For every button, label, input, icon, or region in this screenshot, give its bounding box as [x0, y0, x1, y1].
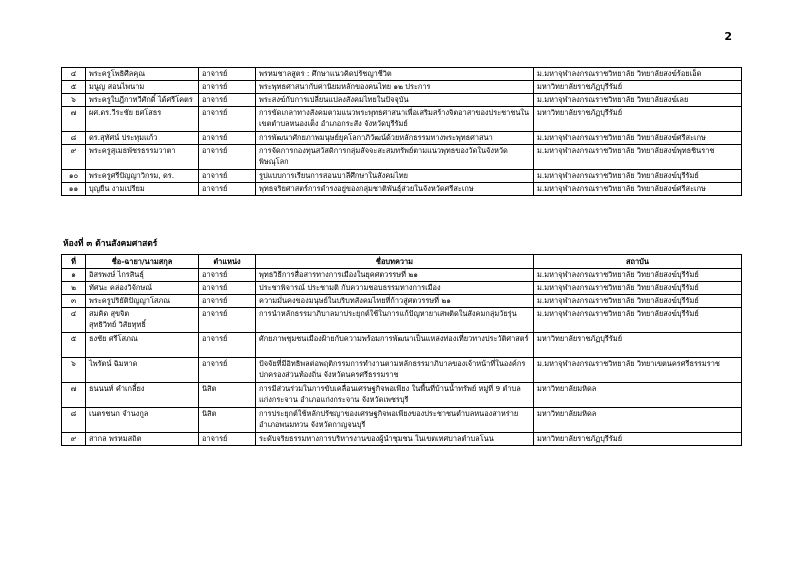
- cell-position: นิสิต: [199, 383, 256, 408]
- cell-institution: ม.มหาจุฬาลงกรณราชวิทยาลัย วิทยาลัยสงฆ์บุรีรัมย์: [534, 269, 742, 282]
- cell-name: บุญยืน งามเปรียม: [86, 183, 199, 196]
- cell-position: อาจารย์: [199, 308, 256, 333]
- cell-name: เนตรชนก จำนงกูล: [86, 408, 199, 433]
- cell-position: อาจารย์: [199, 183, 256, 196]
- cell-name: ธนนนท์ คำเกลี้ยง: [86, 383, 199, 408]
- header-institution: สถาบัน: [534, 255, 742, 269]
- cell-num: ๒: [62, 282, 86, 295]
- cell-title: รูปแบบการเรียนการสอนบาลีศึกษาในสังคมไทย: [256, 170, 534, 183]
- cell-name: ทัศนะ คล่องวิจักษณ์: [86, 282, 199, 295]
- cell-institution: ม.มหาจุฬาลงกรณราชวิทยาลัย วิทยาลัยสงฆ์ร้อยเอ็ด: [534, 68, 742, 81]
- cell-num: ๑๑: [62, 183, 86, 196]
- table-row: [62, 94, 742, 107]
- cell-position: อาจารย์: [199, 145, 256, 170]
- cell-title: การขัดเกลาทางสังคมตามแนวพระพุทธศาสนาเพื่อเสริมสร้างจิตอาสาของประชาชนในเขตตำบลหนองเต็ง อำเภอกระสัง จังหวัดบุรีรัมย์: [256, 107, 534, 132]
- cell-institution: ม.มหาจุฬาลงกรณราชวิทยาลัย วิทยาลัยสงฆ์พุทธชินราช: [534, 145, 742, 170]
- cell-institution: ม.มหาจุฬาลงกรณราชวิทยาลัย วิทยาลัยสงฆ์บุรีรัมย์: [534, 282, 742, 295]
- cell-title: ศักยภาพชุมชนเมืองฝ้ายกับความพร้อมการพัฒนาเป็นแหล่งท่องเที่ยวทางประวัติศาสตร์: [256, 333, 534, 358]
- cell-institution: ม.มหาจุฬาลงกรณราชวิทยาลัย วิทยาเขตนครศรีธรรมราช: [534, 358, 742, 383]
- cell-title: ปัจจัยที่มีอิทธิพลต่อพฤติกรรมการทำงานตามหลักธรรมาภิบาลของเจ้าหน้าที่ในองค์กรปกครองส่วนท้องถิ่น จังหวัดนครศรีธรรมราช: [256, 358, 534, 383]
- cell-name: สมคิด สุขจิต สุทธิวิทย์ วิสัยทุทธิ์: [86, 308, 199, 333]
- table-row: [62, 295, 742, 308]
- section-heading: ห้องที่ ๓ ด้านสังคมศาสตร์: [63, 239, 158, 249]
- table-row: [62, 81, 742, 94]
- cell-name: ดร.สุทัศน์ ประทุมแก้ว: [86, 132, 199, 145]
- cell-institution: มหาวิทยาลัยราชภัฏบุรีรัมย์: [534, 333, 742, 358]
- table-row: [62, 68, 742, 81]
- table-row: [62, 333, 742, 358]
- cell-position: อาจารย์: [199, 170, 256, 183]
- cell-num: ๙: [62, 433, 86, 446]
- cell-position: อาจารย์: [199, 81, 256, 94]
- cell-institution: ม.มหาจุฬาลงกรณราชวิทยาลัย วิทยาลัยสงฆ์เลย: [534, 94, 742, 107]
- cell-num: ๘: [62, 132, 86, 145]
- cell-position: อาจารย์: [199, 333, 256, 358]
- cell-position: อาจารย์: [199, 282, 256, 295]
- cell-title: การนำหลักธรรมาภิบาลมาประยุกต์ใช้ในการแก้ปัญหายาเสพติดในสังคมกลุ่มวัยรุ่น: [256, 308, 534, 333]
- header-title: ชื่อบทความ: [256, 255, 534, 269]
- table-row: [62, 183, 742, 196]
- header-position: ตำแหน่ง: [199, 255, 256, 269]
- cell-num: ๖: [62, 94, 86, 107]
- cell-name: สากล พรหมสถิต: [86, 433, 199, 446]
- table-row: [62, 132, 742, 145]
- cell-position: อาจารย์: [199, 68, 256, 81]
- cell-position: อาจารย์: [199, 94, 256, 107]
- cell-name: มนูญ สอนไพนาม: [86, 81, 199, 94]
- cell-num: ๕: [62, 81, 86, 94]
- cell-name: อิสรพงษ์ ไกรสินธุ์: [86, 269, 199, 282]
- social-science-table: [61, 254, 742, 446]
- table-row: [62, 170, 742, 183]
- cell-num: ๘: [62, 408, 86, 433]
- cell-position: อาจารย์: [199, 269, 256, 282]
- cell-num: ๔: [62, 308, 86, 333]
- table-row: [62, 282, 742, 295]
- cell-name: พระครูปริยัติปัญญาโสภณ: [86, 295, 199, 308]
- cell-institution: มหาวิทยาลัยมหิดล: [534, 383, 742, 408]
- table-header-row: [62, 255, 742, 269]
- cell-name: พระครูใบฎีกาทวีศักดิ์ ได้ศรีโคตร: [86, 94, 199, 107]
- cell-position: นิสิต: [199, 408, 256, 433]
- header-name: ชื่อ-ฉายา/นามสกุล: [86, 255, 199, 269]
- cell-position: อาจารย์: [199, 107, 256, 132]
- cell-institution: มหาวิทยาลัยราชภัฏบุรีรัมย์: [534, 81, 742, 94]
- table-row: [62, 433, 742, 446]
- cell-title: ความมั่นคงของมนุษย์ในบริบทสังคมไทยที่ก้าวสู่ศตวรรษที่ ๒๑: [256, 295, 534, 308]
- cell-num: ๗: [62, 107, 86, 132]
- cell-institution: มหาวิทยาลัยมหิดล: [534, 408, 742, 433]
- cell-position: อาจารย์: [199, 433, 256, 446]
- cell-title: ประชาพิจารณ์ ประชามติ กับความชอบธรรมทางการเมือง: [256, 282, 534, 295]
- cell-num: ๗: [62, 383, 86, 408]
- cell-title: ระดับจริยธรรมทางการบริหารงานของผู้นำชุมชน ในเขตเทศบาลตำบลโนน: [256, 433, 534, 446]
- cell-name: ไพรัตน์ ฉิมหาด: [86, 358, 199, 383]
- cell-institution: ม.มหาจุฬาลงกรณราชวิทยาลัย วิทยาลัยสงฆ์ศรีสะเกษ: [534, 183, 742, 196]
- cell-num: ๔: [62, 68, 86, 81]
- cell-title: พระสงฆ์กับการเปลี่ยนแปลงสังคมไทยในปัจจุบัน: [256, 94, 534, 107]
- cell-name: ธงชัย ศรีโสภณ: [86, 333, 199, 358]
- table-row: [62, 308, 742, 333]
- cell-institution: ม.มหาจุฬาลงกรณราชวิทยาลัย วิทยาลัยสงฆ์บุรีรัมย์: [534, 308, 742, 333]
- table-body: [62, 68, 742, 196]
- cell-institution: ม.มหาจุฬาลงกรณราชวิทยาลัย วิทยาลัยสงฆ์บุรีรัมย์: [534, 170, 742, 183]
- cell-name: พระครูศรีปัญญาวิกรม, ดร.: [86, 170, 199, 183]
- header-num: ที่: [62, 255, 86, 269]
- cell-institution: มหาวิทยาลัยราชภัฏบุรีรัมย์: [534, 433, 742, 446]
- cell-position: อาจารย์: [199, 358, 256, 383]
- table-row: [62, 107, 742, 132]
- cell-num: ๖: [62, 358, 86, 383]
- table-row: [62, 383, 742, 408]
- table-row: [62, 269, 742, 282]
- cell-title: การจัดการกองทุนสวัสดิการกลุ่มสัจจะสะสมทรัพย์ตามแนวพุทธของวัดในจังหวัดพิษณุโลก: [256, 145, 534, 170]
- cell-title: การมีส่วนร่วมในการขับเคลื่อนเศรษฐกิจพอเพียง ในพื้นที่บ้านน้ำทรัพย์ หมู่ที่ 9 ตำบลแก่งกระจาน อำเภอแก่งกระจาน จังหวัดเพชรบุรี: [256, 383, 534, 408]
- page-number: 2: [724, 30, 732, 43]
- cell-title: พุทธวิธีการสื่อสารทางการเมืองในยุคศตวรรษที่ ๒๑: [256, 269, 534, 282]
- cell-name: พระครูโพธิศีลคุณ: [86, 68, 199, 81]
- table-row: [62, 408, 742, 433]
- cell-position: อาจารย์: [199, 132, 256, 145]
- cell-position: อาจารย์: [199, 295, 256, 308]
- cell-title: พระพุทธศาสนากับค่านิยมหลักของคนไทย ๑๒ ประการ: [256, 81, 534, 94]
- cell-num: ๙: [62, 145, 86, 170]
- cell-title: การพัฒนาศักยภาพมนุษย์ยุคโลกาภิวัฒน์ด้วยหลักธรรมทางพระพุทธศาสนา: [256, 132, 534, 145]
- cell-name: ผศ.ดร.วีระชัย ยศโสธร: [86, 107, 199, 132]
- cell-num: ๕: [62, 333, 86, 358]
- paper-table-continued: [61, 67, 742, 196]
- cell-title: พรหมชาลสูตร : ศึกษาแนวคิดปรัชญาชีวิต: [256, 68, 534, 81]
- cell-institution: ม.มหาจุฬาลงกรณราชวิทยาลัย วิทยาลัยสงฆ์ศรีสะเกษ: [534, 132, 742, 145]
- cell-title: การประยุกต์ใช้หลักปรัชญาของเศรษฐกิจพอเพียงของประชาชนตำบลหนองสาหร่าย อำเภอพนมทวน จังหวัดกาญจนบุรี: [256, 408, 534, 433]
- table-row: [62, 358, 742, 383]
- cell-institution: ม.มหาจุฬาลงกรณราชวิทยาลัย วิทยาลัยสงฆ์บุรีรัมย์: [534, 295, 742, 308]
- cell-title: พุทธจริยศาสตร์การดำรงอยู่ของกลุ่มชาติพันธุ์ส่วยในจังหวัดศรีสะเกษ: [256, 183, 534, 196]
- cell-num: ๑: [62, 269, 86, 282]
- table-body: [62, 269, 742, 446]
- table-row: [62, 145, 742, 170]
- cell-institution: มหาวิทยาลัยราชภัฏบุรีรัมย์: [534, 107, 742, 132]
- cell-num: ๓: [62, 295, 86, 308]
- cell-name: พระครูสุเมธพัชรธรรมวาตา: [86, 145, 199, 170]
- cell-num: ๑๐: [62, 170, 86, 183]
